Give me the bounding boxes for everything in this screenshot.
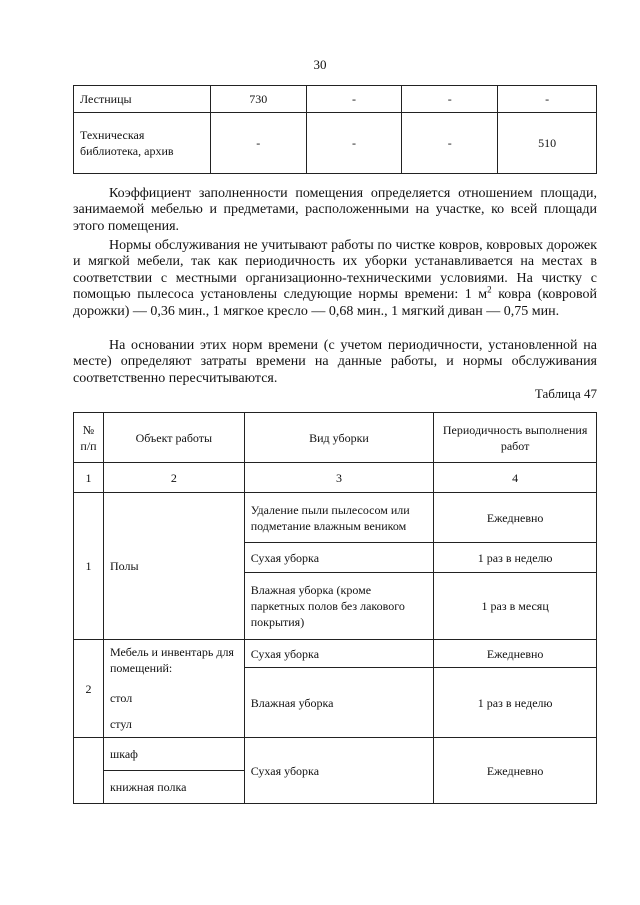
continued-table bbox=[73, 85, 597, 174]
furniture-item-table: стол bbox=[109, 691, 133, 705]
table-cell: Лестницы bbox=[74, 86, 211, 113]
paragraph-service-norms bbox=[73, 238, 597, 320]
periodicity: Ежедневно bbox=[434, 640, 597, 668]
superscript: 2 bbox=[487, 284, 492, 295]
cleaning-type: Сухая уборка bbox=[244, 543, 434, 573]
table-cell: - bbox=[306, 86, 402, 113]
table-cell bbox=[74, 771, 104, 804]
header-number: № п/п bbox=[74, 413, 104, 463]
header-periodicity: Периодичность выполнения работ bbox=[434, 413, 597, 463]
row-number: 1 bbox=[74, 493, 104, 640]
table-cell: - bbox=[306, 113, 402, 174]
paragraph-time-costs: На основании этих норм времени (с учетом периодичности, установленной на месте) определяют затраты времени на данные работы, и нормы обслуживания соответственно пересчитываются. bbox=[73, 338, 597, 386]
table-row bbox=[74, 738, 597, 771]
cleaning-type: Влажная уборка (кроме паркетных полов без лакового покрытия) bbox=[244, 573, 434, 640]
table-cell: 3 bbox=[244, 463, 434, 493]
table-cell: 730 bbox=[210, 86, 306, 113]
table-row bbox=[74, 86, 597, 113]
table-cell bbox=[74, 738, 104, 771]
table-row bbox=[74, 640, 597, 668]
furniture-item-chair: стул bbox=[109, 717, 132, 731]
periodicity: Ежедневно bbox=[434, 738, 597, 804]
table-cell: - bbox=[498, 86, 597, 113]
furniture-item-bookshelf: книжная полка bbox=[103, 771, 244, 804]
page-number: 30 bbox=[313, 57, 327, 72]
table-cell: - bbox=[210, 113, 306, 174]
cleaning-table bbox=[73, 412, 597, 804]
table-row bbox=[74, 493, 597, 543]
table-cell: 510 bbox=[498, 113, 597, 174]
header-cleaning-type: Вид уборки bbox=[244, 413, 434, 463]
table-cell: - bbox=[402, 86, 498, 113]
cleaning-type: Влажная уборка bbox=[244, 668, 434, 738]
paragraph-text: ковра (ковровой дорожки) — 0,36 мин., 1 мягкое кресло — 0,68 мин., 1 мягкий диван — 0,75 мин. bbox=[73, 287, 597, 319]
table-cell: 1 bbox=[74, 463, 104, 493]
work-object: Полы bbox=[103, 493, 244, 640]
table-cell: Техническая библиотека, архив bbox=[74, 113, 211, 174]
table-caption: Таблица 47 bbox=[534, 386, 597, 401]
periodicity: Ежедневно bbox=[434, 493, 597, 543]
table-row bbox=[74, 113, 597, 174]
header-object: Объект работы bbox=[103, 413, 244, 463]
paragraph-text: Нормы обслуживания не учитывают работы по чистке ковров, ковровых дорожек и мягкой мебели, так как периодичность их уборки устанавливается на местах в соответствии с местными организационно-техническими условиями. На чистку с помощью пылесоса установлены следующие нормы времени: 1 м bbox=[73, 238, 597, 303]
furniture-item-cabinet: шкаф bbox=[103, 738, 244, 771]
table-cell: - bbox=[402, 113, 498, 174]
periodicity: 1 раз в неделю bbox=[434, 668, 597, 738]
paragraph-fill-coefficient: Коэффициент заполненности помещения определяется отношением площади, занимаемой мебелью и предметами, расположенными на участке, ко всей площади этого помещения. bbox=[73, 186, 597, 234]
work-object-furniture bbox=[103, 640, 244, 738]
furniture-title: Мебель и инвентарь для помещений: bbox=[109, 645, 234, 675]
periodicity: 1 раз в месяц bbox=[434, 573, 597, 640]
table-cell: 2 bbox=[103, 463, 244, 493]
table-header-row bbox=[74, 413, 597, 463]
table-numbering-row bbox=[74, 463, 597, 493]
cleaning-type: Удаление пыли пылесосом или подметание влажным веником bbox=[244, 493, 434, 543]
row-number: 2 bbox=[74, 640, 104, 738]
cleaning-type: Сухая уборка bbox=[244, 738, 434, 804]
table-cell: 4 bbox=[434, 463, 597, 493]
periodicity: 1 раз в неделю bbox=[434, 543, 597, 573]
cleaning-type: Сухая уборка bbox=[244, 640, 434, 668]
